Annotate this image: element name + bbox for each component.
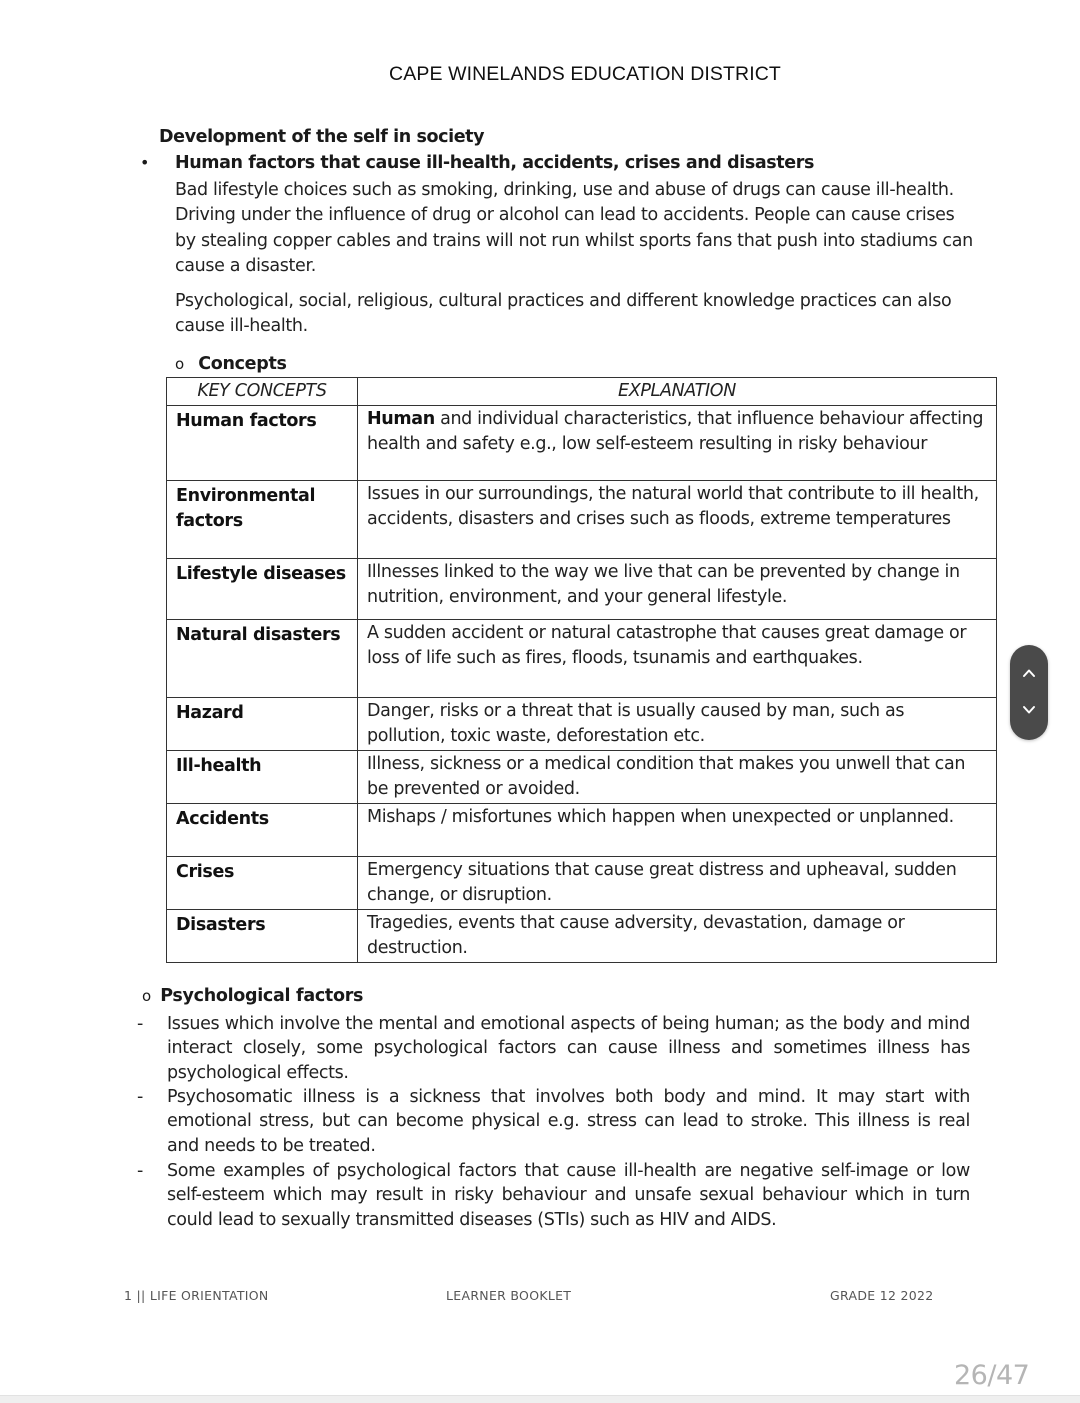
- concept-explanation: Emergency situations that cause great distress and upheaval, sudden change, or disruption.: [358, 857, 997, 910]
- circle-bullet-icon: o: [142, 987, 152, 1005]
- next-page-button[interactable]: [1010, 690, 1048, 730]
- table-row: [167, 559, 997, 620]
- concept-term: Environmental factors: [167, 481, 358, 559]
- concept-explanation: Illness, sickness or a medical condition that makes you unwell that can be prevented or avoided.: [358, 751, 997, 804]
- concept-term: Hazard: [167, 698, 358, 751]
- concept-term: Natural disasters: [167, 620, 358, 698]
- human-factors-paragraph-1: Bad lifestyle choices such as smoking, drinking, use and abuse of drugs can cause ill-health. Driving under the influence of drug or alcohol can lead to accidents. People can cause crises by stealing copper cables and trains will not run whilst sports fans that push into stadiums can cause a disaster.: [175, 180, 973, 276]
- page-navigation-pill: [1010, 645, 1048, 740]
- concepts-heading: Concepts: [198, 354, 287, 374]
- footer-grade: GRADE 12 2022: [830, 1288, 934, 1303]
- dash-bullet-icon: -: [137, 1087, 143, 1107]
- previous-page-button[interactable]: [1010, 653, 1048, 693]
- concept-explanation: [358, 406, 997, 481]
- concept-term: Accidents: [167, 804, 358, 857]
- section-title: Development of the self in society: [159, 127, 485, 147]
- table-row: [167, 857, 997, 910]
- list-item: [137, 1085, 970, 1158]
- concept-explanation: Tragedies, events that cause adversity, devastation, damage or destruction.: [358, 910, 997, 963]
- concepts-label: [175, 354, 287, 374]
- column-header-explanation: EXPLANATION: [358, 378, 997, 406]
- psychological-factors-heading: Psychological factors: [160, 986, 364, 1006]
- table-row: [167, 910, 997, 963]
- table-row: [167, 698, 997, 751]
- table-row: [167, 620, 997, 698]
- concept-explanation: Danger, risks or a threat that is usually caused by man, such as pollution, toxic waste, deforestation etc.: [358, 698, 997, 751]
- list-item-text: Issues which involve the mental and emotional aspects of being human; as the body and mind interact closely, some psychological factors can cause illness and sometimes illness has psychological effects.: [167, 1014, 970, 1083]
- footer-booklet: LEARNER BOOKLET: [446, 1288, 572, 1303]
- list-item: [137, 1159, 970, 1232]
- bullet-icon: •: [140, 153, 150, 172]
- table-header-row: [167, 378, 997, 406]
- concept-explanation: Mishaps / misfortunes which happen when unexpected or unplanned.: [358, 804, 997, 857]
- concept-explanation: Illnesses linked to the way we live that can be prevented by change in nutrition, environment, and your general lifestyle.: [358, 559, 997, 620]
- footer-subject: 1 || LIFE ORIENTATION: [124, 1288, 269, 1303]
- table-row: [167, 804, 997, 857]
- list-item-text: Some examples of psychological factors that cause ill-health are negative self-image or low self-esteem which may result in risky behaviour and unsafe sexual behaviour which in turn could lead to sexually transmitted diseases (STIs) such as HIV and AIDS.: [167, 1161, 970, 1230]
- key-concepts-table: [166, 377, 997, 963]
- page-counter: 26/47: [954, 1360, 1030, 1391]
- concept-term: Crises: [167, 857, 358, 910]
- district-title: CAPE WINELANDS EDUCATION DISTRICT: [389, 63, 781, 85]
- human-factors-paragraph-2: Psychological, social, religious, cultural practices and different knowledge practices can also cause ill-health.: [175, 291, 952, 337]
- concept-term: Ill-health: [167, 751, 358, 804]
- concept-term: Human factors: [167, 406, 358, 481]
- chevron-up-icon: [1021, 665, 1037, 681]
- human-factors-heading: Human factors that cause ill-health, accidents, crises and disasters: [175, 153, 814, 173]
- list-item-text: Psychosomatic illness is a sickness that involves both body and mind. It may start with emotional stress, but can become physical e.g. stress can lead to stroke. This illness is real and needs to be treated.: [167, 1087, 970, 1156]
- concept-explanation: A sudden accident or natural catastrophe that causes great damage or loss of life such as fires, floods, tsunamis and earthquakes.: [358, 620, 997, 698]
- concept-explanation: Issues in our surroundings, the natural world that contribute to ill health, accidents, disasters and crises such as floods, extreme temperatures: [358, 481, 997, 559]
- table-row: [167, 751, 997, 804]
- concept-term: Disasters: [167, 910, 358, 963]
- dash-bullet-icon: -: [137, 1161, 143, 1181]
- concept-term: Lifestyle diseases: [167, 559, 358, 620]
- explanation-text: and individual characteristics, that influence behaviour affecting health and safety e.g., low self-esteem resulting in risky behaviour: [367, 409, 984, 454]
- circle-bullet-icon: o: [175, 355, 185, 373]
- column-header-key-concepts: KEY CONCEPTS: [167, 378, 358, 406]
- table-row: [167, 481, 997, 559]
- list-item: [137, 1012, 970, 1085]
- table-row: [167, 406, 997, 481]
- psychological-factors-heading-line: [142, 986, 363, 1006]
- explanation-lead: Human: [367, 409, 435, 429]
- dash-bullet-icon: -: [137, 1014, 143, 1034]
- chevron-down-icon: [1021, 702, 1037, 718]
